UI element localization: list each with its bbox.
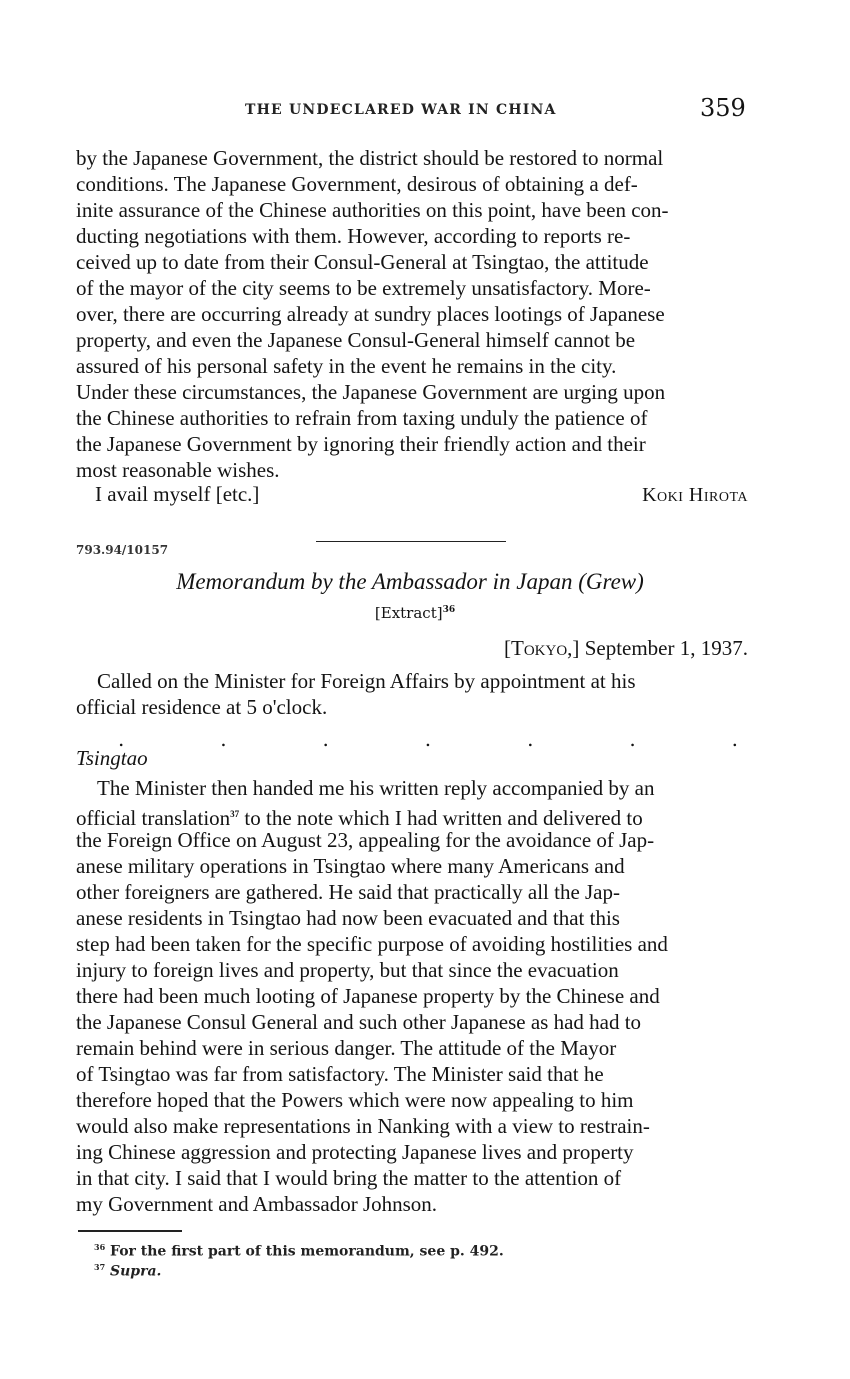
text-line: anese military operations in Tsingtao where many Americans and [76,854,625,878]
text-line: there had been much looting of Japanese property by the Chinese and [76,984,660,1008]
text-line: of the mayor of the city seems to be extremely unsatisfactory. More- [76,276,651,300]
text-line: anese residents in Tsingtao had now been evacuated and that this [76,906,620,930]
text-line: ing Chinese aggression and protecting Japanese lives and property [76,1140,634,1164]
dateline [504,636,748,661]
memorandum-title: Memorandum by the Ambassador in Japan (Grew) [176,569,644,594]
section-divider [316,541,506,542]
ellipsis-dot: . [424,727,432,751]
text-line: the Japanese Government by ignoring their friendly action and their [76,432,646,456]
subheading-tsingtao: Tsingtao [76,746,148,770]
text-line: ducting negotiations with them. However, according to reports re- [76,224,631,248]
signer-name: Koki Hirota [642,484,748,506]
text-line: of Tsingtao was far from satisfactory. The Minister said that he [76,1062,604,1086]
footnote-ref-36: 36 [442,605,456,615]
text-line: conditions. The Japanese Government, desirous of obtaining a def- [76,172,638,196]
text-line: injury to foreign lives and property, but that since the evacuation [76,958,619,982]
ellipsis-row [118,727,738,751]
footnote-37: $^{37}$ Supra. [94,1262,162,1280]
memorandum-intro [76,668,748,720]
ellipsis-dot: . [322,727,329,751]
ellipsis-dot: . [118,727,125,751]
extract-label [0,604,830,622]
footnote-divider [78,1230,182,1232]
footnote-ref-37: 37 [230,809,240,819]
text-line: would also make representations in Nanking with a view to restrain- [76,1114,650,1138]
continued-note-text [76,145,748,483]
text-line: assured of his personal safety in the event he remains in the city. [76,354,617,378]
body-line: official translation$^{37}$ to the note which I had written and delivered to [76,806,643,830]
text-line: ceived up to date from their Consul-General at Tsingtao, the attitude [76,250,649,274]
text-line: most reasonable wishes. [76,458,280,482]
ellipsis-dot: . [629,727,636,751]
text-line: remain behind were in serious danger. The attitude of the Mayor [76,1036,617,1060]
text-line: by the Japanese Government, the district should be restored to normal [76,146,664,170]
text-line: inite assurance of the Chinese authorities on this point, have been con- [76,198,669,222]
text-line: the Foreign Office on August 23, appealing for the avoidance of Jap- [76,828,655,852]
document-id: 793.94/10157 [76,543,169,557]
ellipsis-dot: . [527,727,534,751]
closing-formula: I avail myself [etc.] [95,482,260,506]
text-line: therefore hoped that the Powers which were now appealing to him [76,1088,634,1112]
text-line: the Chinese authorities to refrain from taxing unduly the patience of [76,406,648,430]
running-title: THE UNDECLARED WAR IN CHINA [245,102,557,118]
ellipsis-dot: . [220,727,227,751]
footnote-36: $^{36}$ For the first part of this memorandum, see p. 492. [94,1242,504,1260]
body-line: The Minister then handed me his written reply accompanied by an [97,776,655,800]
extract-text: [Extract] [374,604,443,622]
text-line: my Government and Ambassador Johnson. [76,1192,438,1216]
dateline-place: [Tokyo,] [504,636,580,660]
text-line: in that city. I said that I would bring the matter to the attention of [76,1166,622,1190]
text-line: over, there are occurring already at sundry places lootings of Japanese [76,302,665,326]
ellipsis-dot: . [731,727,738,751]
memorandum-body [76,775,748,1217]
text-line: Under these circumstances, the Japanese Government are urging upon [76,380,666,404]
dateline-date: September 1, 1937. [584,636,748,660]
text-line: Called on the Minister for Foreign Affairs by appointment at his [97,669,636,693]
text-line: other foreigners are gathered. He said that practically all the Jap- [76,880,621,904]
text-line: property, and even the Japanese Consul-General himself cannot be [76,328,636,352]
text-line: the Japanese Consul General and such other Japanese as had had to [76,1010,642,1034]
page-number: 359 [700,94,746,122]
text-line: step had been taken for the specific purpose of avoiding hostilities and [76,932,668,956]
text-line: official residence at 5 o'clock. [76,695,328,719]
